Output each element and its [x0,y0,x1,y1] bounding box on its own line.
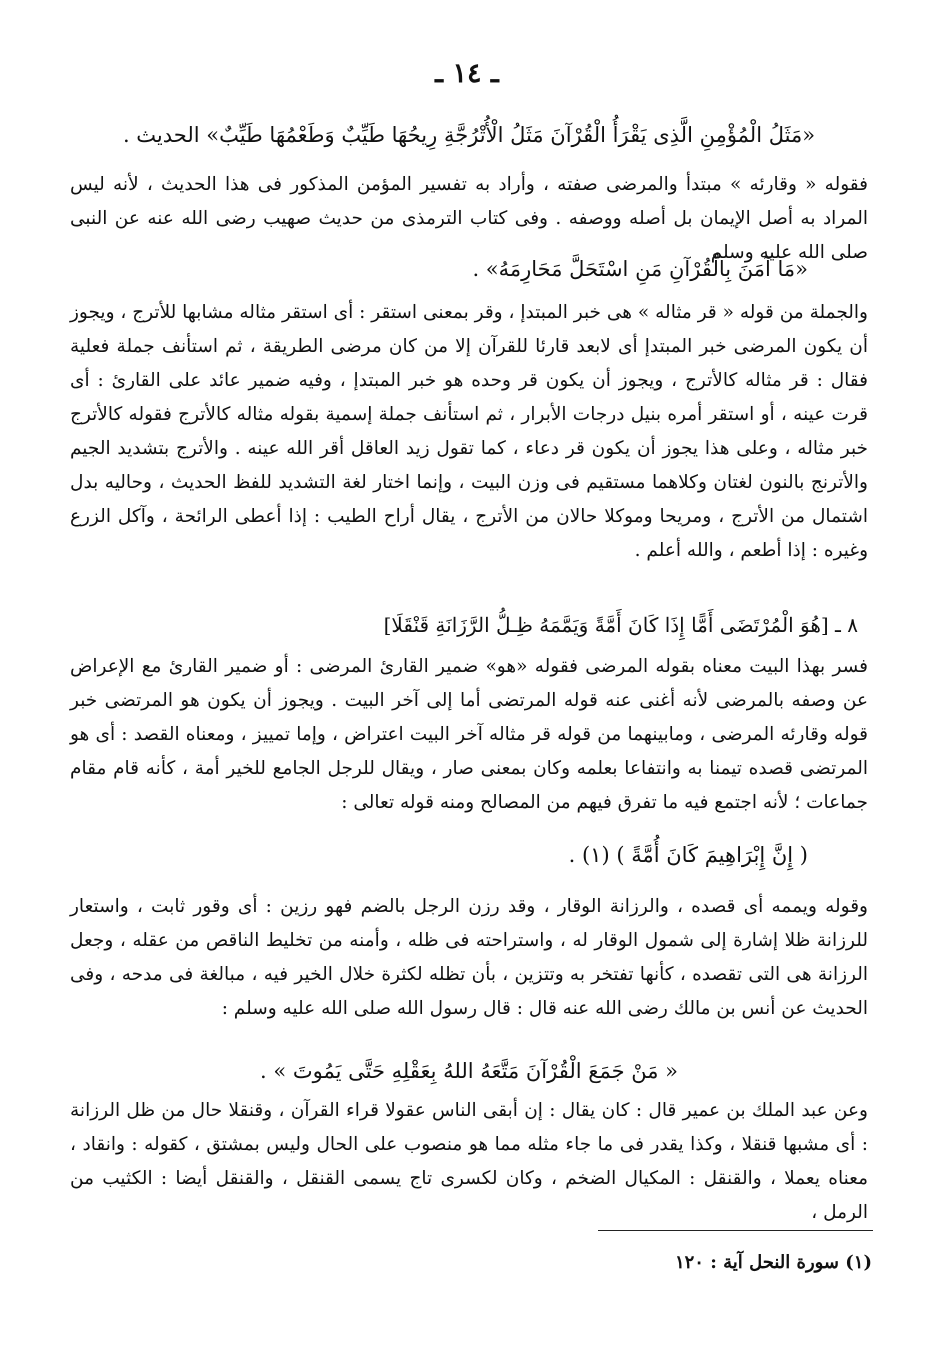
paragraph-text: فقوله « وقارئه » مبتدأ والمرضى صفته ، وأراد به تفسير المؤمن المذكور فى هذا الحديث ، لأنه ليس المراد به أصل الإيمان بل أصله ووصفه . وفى كتاب الترمذى من حديث صهيب رضى الله عنه عن النبى صلى الله عليه وسلم [70,174,868,263]
footnote: (١) سورة النحل آية : ١٢٠ [674,1252,872,1273]
paragraph-text: وعن عبد الملك بن عمير قال : كان يقال : إن أبقى الناس عقولا قراء القرآن ، وقنقلا حال من ظل الرزانة : أى مشبها قنقلا ، وكذا يقدر فى ما جاء مثله مما هو منصوب على الحال وليس بمشتق ، كقوله : وانقاد ، معناه يعملا ، والقنقل : المكيال الضخم ، وكان لكسرى تاج يسمى القنقل ، والقنقل أيضا : الكثيب من الرمل ، [70,1100,868,1223]
paragraph-5 [70,1094,868,1230]
footnote-divider [598,1230,873,1231]
paragraph-3 [70,650,868,820]
paragraph-text: وقوله ويممه أى قصده ، والرزانة الوقار ، وقد رزن الرجل بالضم فهو رزين : أى وقور ثابت ، واستعار للرزانة ظلا إشارة إلى شمول الوقار له ، واستراحته فى ظله ، وأمنه من تخليط الناقص من عقله ، وجعل الرزانة هى التى تقصده ، كأنها تفتخر به وتتزين ، بأن تظله لكثرة خلال الخير فيه ، مبالغة فى مدحه ، وفى الحديث عن أنس بن مالك رضى الله عنه قال : قال رسول الله صلى الله عليه وسلم : [70,896,868,1019]
paragraph-text: والجملة من قوله « قر مثاله » هى خبر المبتدإ ، وقر بمعنى استقر : أى استقر مثاله مشابها للأترج ، ويجوز أن يكون المرضى خبر المبتدإ أى لابعد قارئا للقرآن إلا من كان مرضى الطريقة ، ثم استأنف جملة فعلية فقال : قر مثاله كالأترج ، ويجوز أن يكون قر وحده هو خبر المبتدإ ، وفيه ضمير عائد على القارئ : أى قرت عينه ، أو استقر أمره بنيل درجات الأبرار ، ثم استأنف جملة إسمية بقوله مثاله كالأترج فقوله كالأترج خبر مثاله ، وعلى هذا يجوز أن يكون قر دعاء ، كما تقول زيد العاقل أقر الله عينه . والأترج بتشديد الجيم والأترنج بالنون لغتان وكلاهما مستقيم فى وزن البيت ، وإنما اختار لغة التشديد للفظ الحديث ، وحاليه بدل اشتمال من الأترج ، ومريحا وموكلا حالان من الأترج ، يقال أراح الطيب : إذا أعطى الرائحة ، وآكل الزرع وغيره : إذا أطعم ، والله أعلم . [70,302,868,561]
paragraph-2 [70,296,868,568]
paragraph-text: فسر بهذا البيت معناه بقوله المرضى فقوله «هو» ضمير القارئ المرضى : أو ضمير القارئ مع الإعراض عن وصفه بالمرضى لأنه أغنى عنه قوله المرتضى أما إلى آخر البيت . ويجوز أن يكون هو المرتضى خبر قوله وقارئه المرضى ، ومابينهما من قوله قر مثاله آخر البيت اعتراض ، وإما تمييز ، ومعناه القصد : أى هو المرتضى قصده تيمنا به وانتفاعا بعلمه وكان بمعنى صار ، ويقال للرجل الجامع للخير أمة ، كأنه قام مقام جماعات ؛ لأنه اجتمع فيه ما تفرق فيهم من المصالح ومنه قوله تعالى : [70,656,868,813]
paragraph-4 [70,890,868,1026]
quran-verse: ( إِنَّ إِبْرَاهِيمَ كَانَ أُمَّةً ) (١) . [568,843,808,867]
hadith-quote-2: «مَا آمَنَ بِالْقُرْآنِ مَنِ اسْتَحَلَّ مَحَارِمَهُ» . [472,257,808,281]
hadith-quote-1: «مَثَلُ الْمُؤْمِنِ الَّذِى يَقْرَأُ الْقُرْآنَ مَثَلُ الْأُتْرُجَّةِ رِيحُهَا طَيِّبٌ وَطَعْمُهَا طَيِّبٌ» الحديث . [122,123,816,147]
hadith-quote-3: « مَنْ جَمَعَ الْقُرْآنَ مَتَّعَهُ اللهُ بِعَقْلِهِ حَتَّى يَمُوتَ » . [259,1059,678,1083]
page-number: ـ ١٤ ـ [435,58,499,89]
poem-verse-8: ٨ ـ [هُوَ الْمُرْتَضَى أَمًّا إِذَا كَانَ أَمَّةً وَيَمَّمَهُ ظِـلُّ الرَّزَانَةِ قَنْقَلَا] [383,613,858,637]
